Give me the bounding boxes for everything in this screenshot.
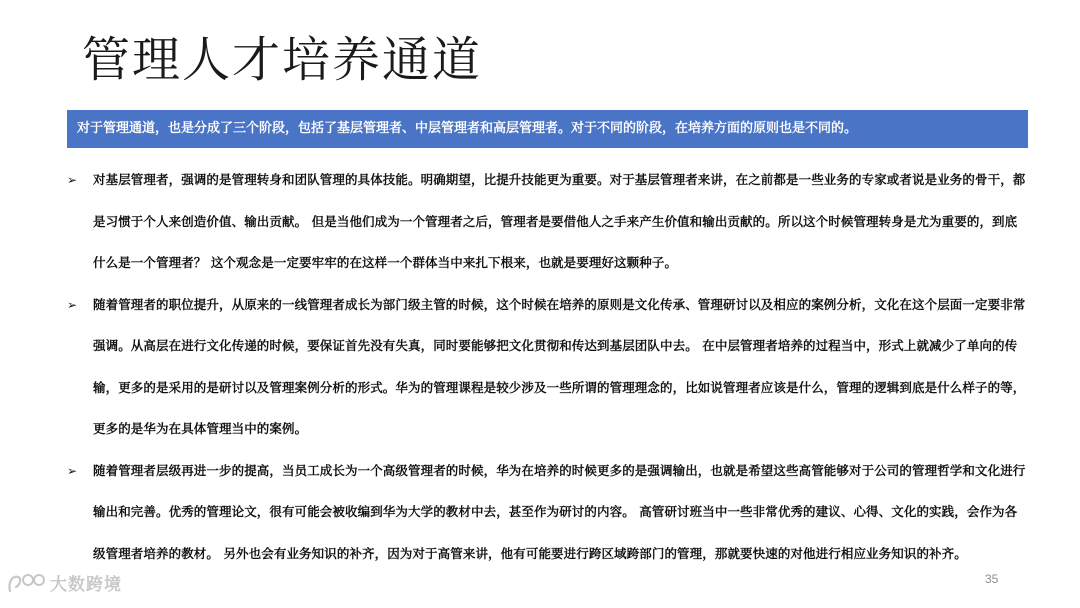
watermark: [6, 570, 122, 595]
bullet-item: [67, 450, 1027, 575]
bullet-item: [67, 159, 1027, 284]
bullet-text: 随着管理者的职位提升，从原来的一线管理者成长为部门级主管的时候，这个时候在培养的原则是文化传承、管理研讨以及相应的案例分析，文化在这个层面一定要非常强调。从高层在进行文化传递的时候，要保证首先没有失真，同时要能够把文化贯彻和传达到基层团队中去。 在中层管理者培养的过程当中，形式上就减少了单向的传输，更多的是采用的是研讨以及管理案例分析的形式。华为的管理课程是较少涉及一些所谓的管理理念的，比如说管理者应该是什么，管理的逻辑到底是什么样子的等，更多的是华为在具体管理当中的案例。: [93, 296, 1026, 436]
bullet-text: 随着管理者层级再进一步的提高，当员工成长为一个高级管理者的时候，华为在培养的时候更多的是强调输出，也就是希望这些高管能够对于公司的管理哲学和文化进行输出和完善。优秀的管理论文，很有可能会被收编到华为大学的教材中去，甚至作为研讨的内容。 高管研讨班当中一些非常优秀的建议、心得、文化的实践，会作为各级管理者培养的教材。 另外也会有业务知识的补齐，因为对于高管来讲，他有可能要进行跨区域跨部门的管理，那就要快速的对他进行相应业务知识的补齐。: [93, 462, 1026, 561]
intro-banner: 对于管理通道，也是分成了三个阶段，包括了基层管理者、中层管理者和高层管理者。对于不同的阶段，在培养方面的原则也是不同的。: [67, 110, 1028, 148]
arrow-bullet-icon: ➢: [67, 173, 78, 187]
page-number: 35: [985, 572, 999, 586]
slide-title: 管理人才培养通道: [82, 32, 483, 88]
arrow-bullet-icon: ➢: [67, 297, 78, 312]
arrow-bullet-icon: ➢: [67, 463, 78, 478]
bullet-list: [67, 159, 1027, 574]
watermark-text: 大数跨境: [50, 575, 122, 595]
watermark-logo-icon: [6, 571, 50, 595]
bullet-item: [67, 284, 1027, 450]
bullet-text: 对基层管理者，强调的是管理转身和团队管理的具体技能。明确期望，比提升技能更为重要。对于基层管理者来讲，在之前都是一些业务的专家或者说是业务的骨干，都是习惯于个人来创造价值、输出贡献。 但是当他们成为一个管理者之后，管理者是要借他人之手来产生价值和输出贡献的。所以这个时候管理转身是尤为重要的，到底什么是一个管理者？ 这个观念是一定要牢牢的在这样一个群体当中来扎下根来，也就是要理好这颗种子。: [93, 172, 1026, 270]
